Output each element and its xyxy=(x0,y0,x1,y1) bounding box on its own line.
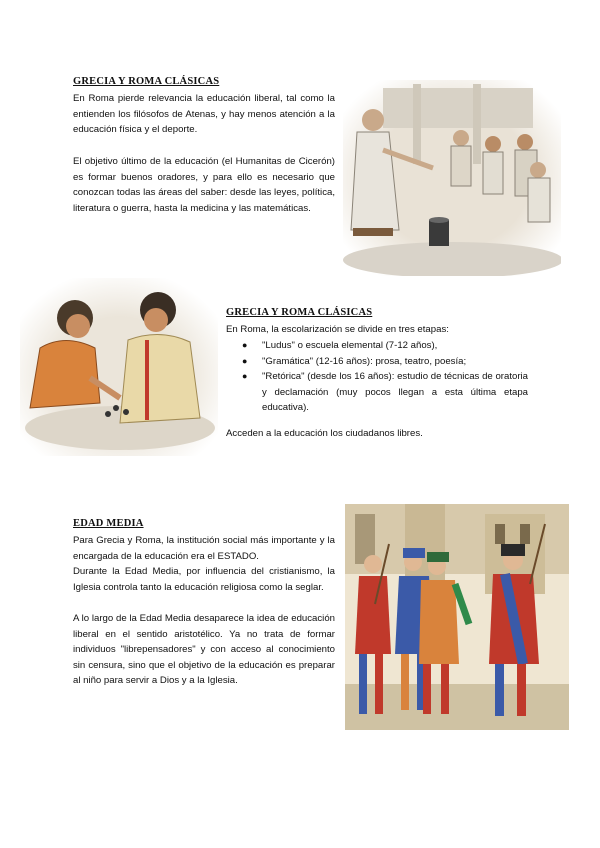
roman-school-image xyxy=(343,80,561,276)
medieval-painting-illustration xyxy=(345,504,569,730)
list-item-text: "Ludus" o escuela elemental (7-12 años), xyxy=(262,340,438,351)
bullet-icon: ● xyxy=(242,371,248,382)
list-item xyxy=(242,338,528,354)
section2-heading: GRECIA Y ROMA CLÁSICAS xyxy=(226,307,373,318)
section1-paragraph-2: El objetivo último de la educación (el Humanitas de Cicerón) es formar buenos oradores, y para ello es necesario que conozcan todas las áreas del saber: desde las leyes, política, literatura o guerra, hasta la medicina y las matemáticas. xyxy=(73,156,335,214)
section2-intro: En Roma, la escolarización se divide en tres etapas: xyxy=(226,324,449,335)
bullet-icon: ● xyxy=(242,340,248,350)
section1-heading: GRECIA Y ROMA CLÁSICAS xyxy=(73,76,220,87)
list-item-text: "Gramática" (12-16 años): prosa, teatro, poesía; xyxy=(262,355,467,367)
list-item-text: "Retórica" (desde los 16 años): estudio de técnicas de oratoria y declamación (muy pocos llegan a esta última etapa educativa). xyxy=(262,371,528,414)
section3-paragraph-2: Durante la Edad Media, por influencia del cristianismo, la Iglesia controla tanto la educación religiosa como la seglar. xyxy=(73,566,335,593)
list-item xyxy=(242,369,528,416)
bullet-icon: ● xyxy=(242,355,248,366)
stages-list xyxy=(242,338,528,416)
children-playing-image xyxy=(20,278,218,456)
section3-heading: EDAD MEDIA xyxy=(73,518,144,529)
children-playing-illustration xyxy=(20,278,218,456)
section3-paragraph-1: Para Grecia y Roma, la institución social más importante y la encargada de la educación era el ESTADO. xyxy=(73,535,335,562)
roman-school-illustration xyxy=(343,80,561,276)
section1-paragraph-1: En Roma pierde relevancia la educación liberal, tal como la entienden los filósofos de Atenas, y hay menos atención a la educación física y el deporte. xyxy=(73,93,335,136)
medieval-scene-image xyxy=(345,504,569,730)
section3-paragraph-3: A lo largo de la Edad Media desaparece la idea de educación liberal en el sentido aristotélico. Ya no trata de formar individuos "librepensadores" y con acceso al conocimiento sin censura, sino que el objetivo de la educación es preparar al niño para servir a Dios y a la Iglesia. xyxy=(73,613,335,687)
section2-closing: Acceden a la educación los ciudadanos libres. xyxy=(226,428,423,439)
list-item xyxy=(242,354,528,370)
